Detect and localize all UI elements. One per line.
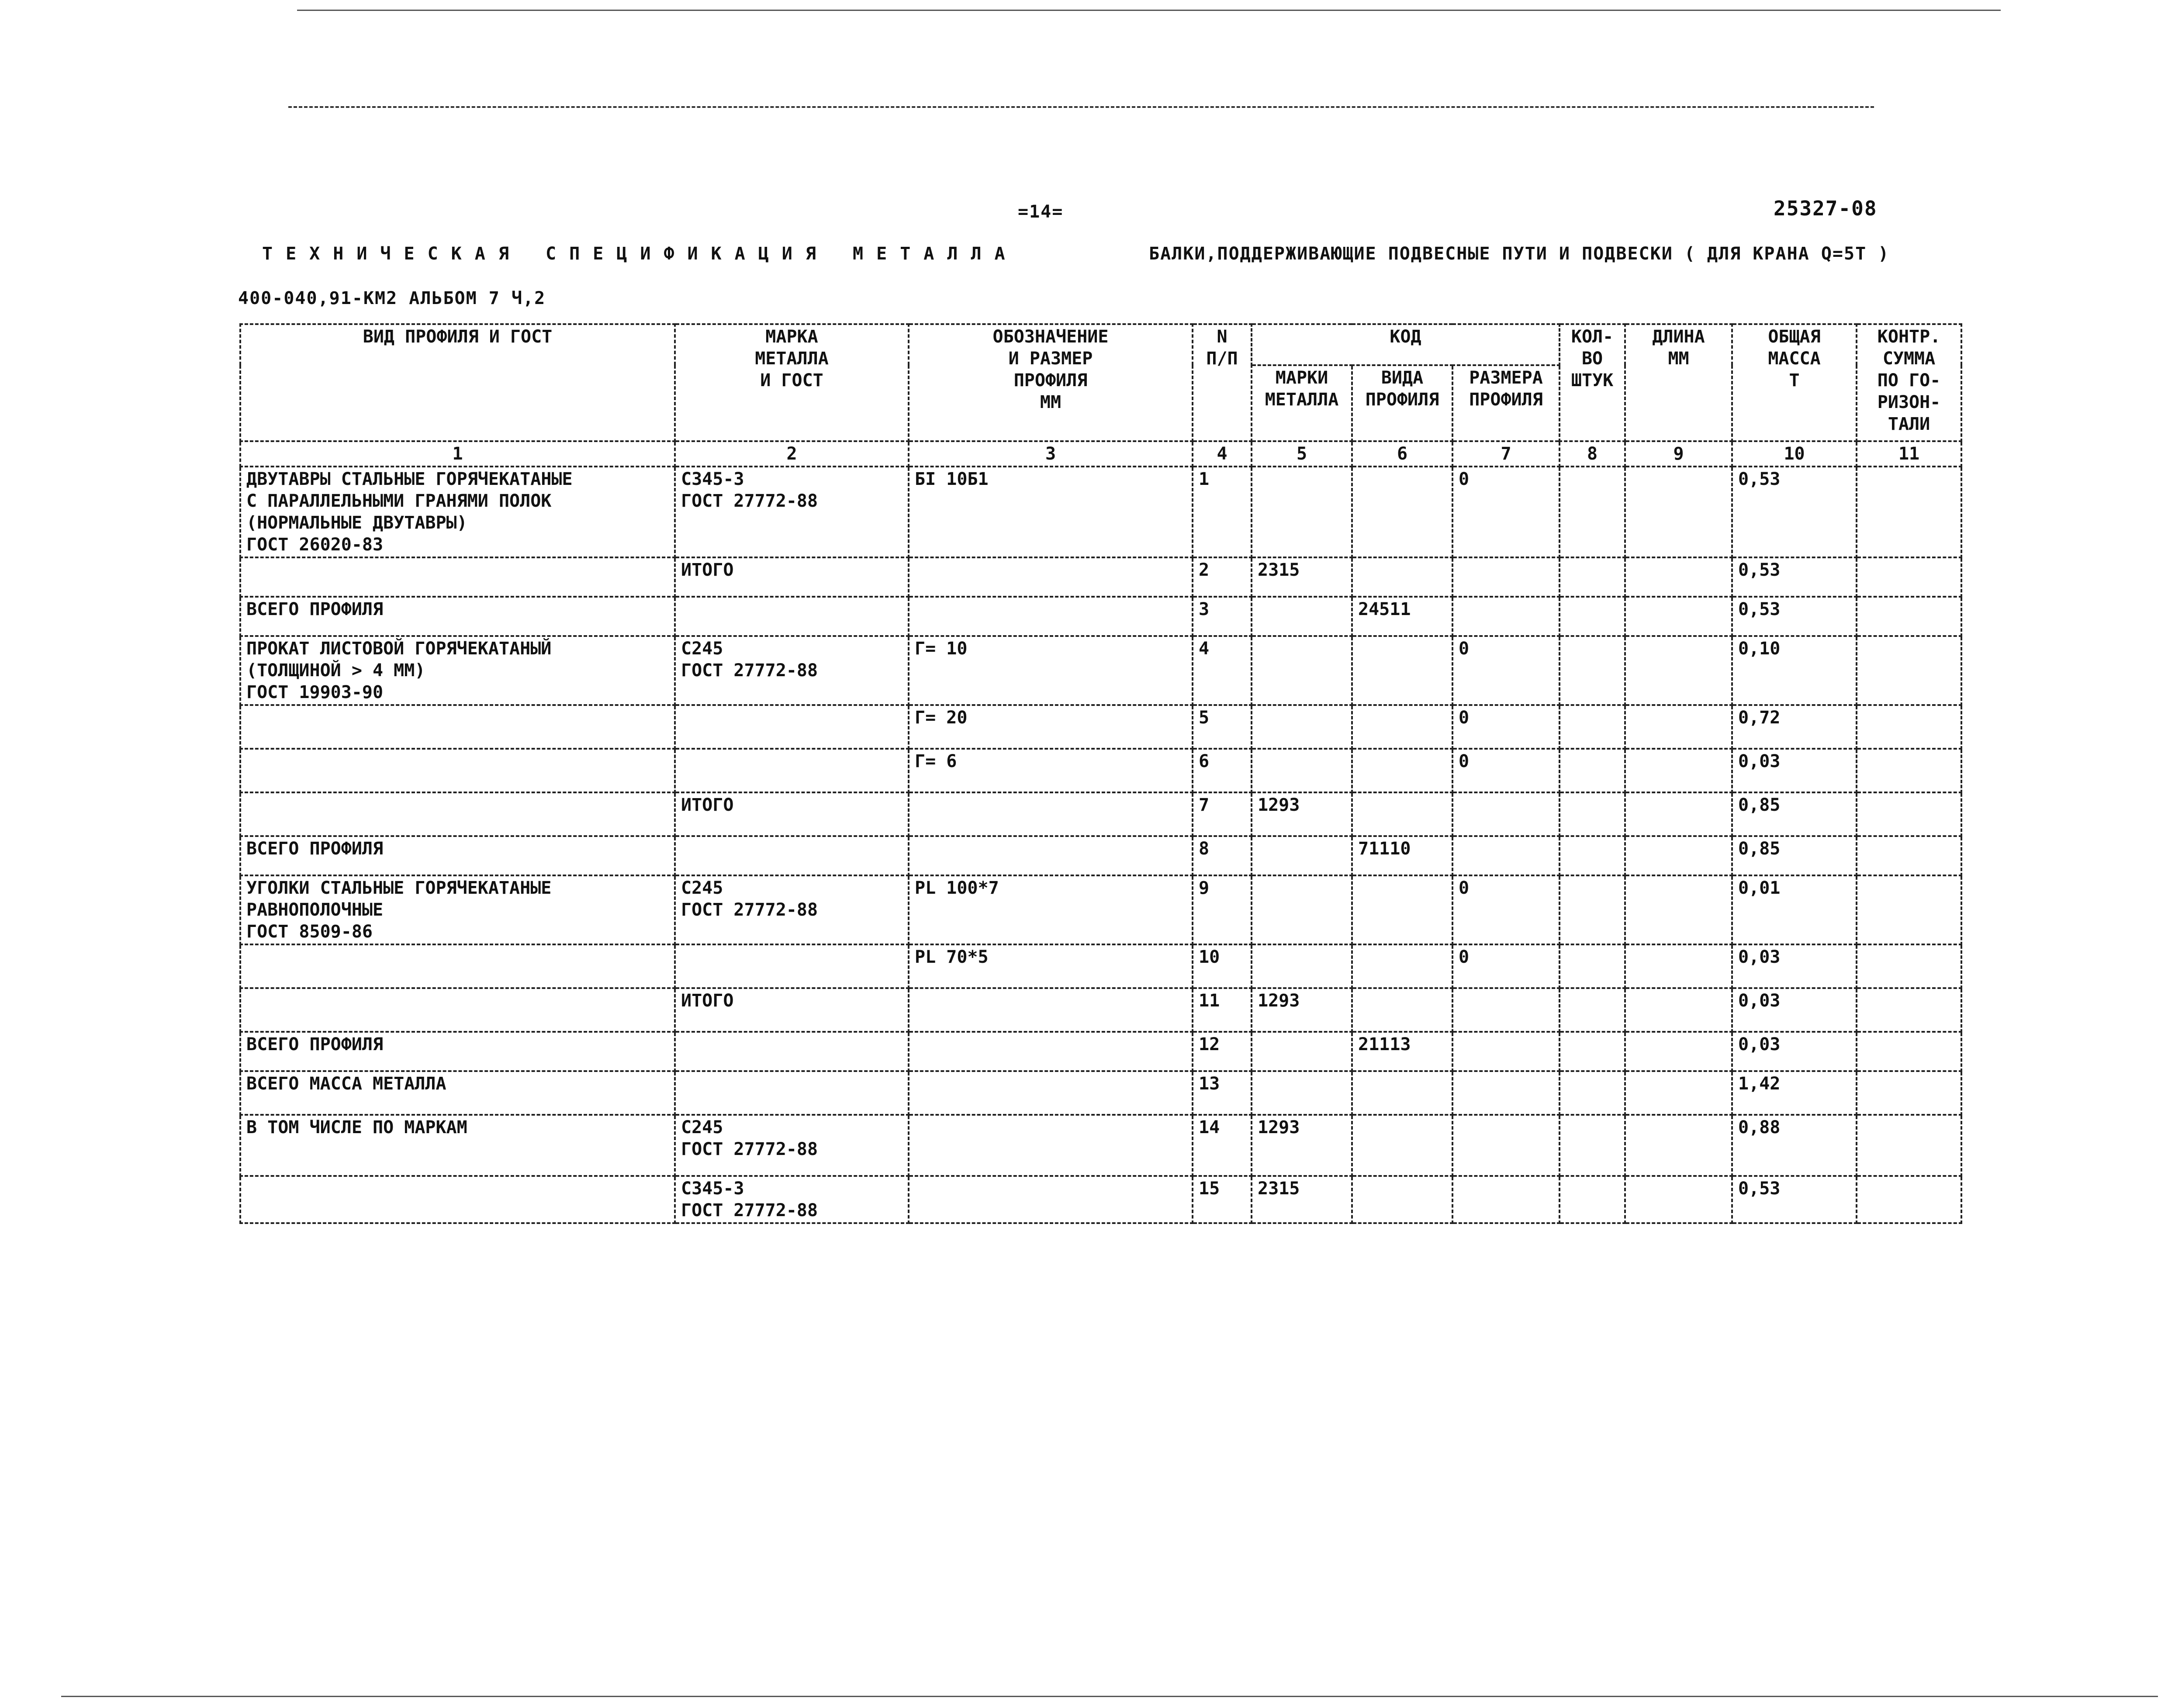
row-number-cell: 2 — [1193, 557, 1252, 597]
table-row — [240, 944, 1961, 988]
metal-grade-cell — [675, 944, 909, 988]
code-profile-type-cell — [1352, 705, 1452, 749]
page-number: =14= — [1018, 202, 1064, 222]
metal-grade-cell: С345-3 ГОСТ 27772-88 — [675, 467, 909, 557]
code-profile-type-cell — [1352, 467, 1452, 557]
row-number-cell: 13 — [1193, 1071, 1252, 1115]
code-metal-cell — [1252, 636, 1352, 705]
control-sum-cell — [1857, 636, 1961, 705]
row-number-cell: 14 — [1193, 1115, 1252, 1176]
table-row — [240, 792, 1961, 836]
scan-top-line — [297, 10, 2001, 11]
control-sum-cell — [1857, 749, 1961, 792]
metal-grade-cell: С345-3 ГОСТ 27772-88 — [675, 1176, 909, 1223]
designation-cell — [909, 836, 1193, 875]
length-cell — [1625, 792, 1732, 836]
column-number: 3 — [909, 441, 1193, 467]
column-number: 9 — [1625, 441, 1732, 467]
code-profile-type-cell — [1352, 1071, 1452, 1115]
profile-cell: ВСЕГО ПРОФИЛЯ — [240, 836, 675, 875]
total-mass-cell: 0,53 — [1732, 1176, 1857, 1223]
designation-cell — [909, 1071, 1193, 1115]
code-metal-cell — [1252, 836, 1352, 875]
header-row-number: N П/П — [1193, 324, 1252, 441]
control-sum-cell — [1857, 597, 1961, 636]
row-number-cell: 7 — [1193, 792, 1252, 836]
code-profile-type-cell: 71110 — [1352, 836, 1452, 875]
header-code-group: КОД — [1252, 324, 1559, 365]
length-cell — [1625, 705, 1732, 749]
metal-grade-cell — [675, 749, 909, 792]
total-mass-cell: 0,03 — [1732, 1032, 1857, 1071]
metal-specification-table — [239, 323, 1962, 1224]
code-metal-cell — [1252, 944, 1352, 988]
code-profile-type-cell — [1352, 749, 1452, 792]
quantity-cell — [1559, 988, 1625, 1032]
header-designation: ОБОЗНАЧЕНИЕ И РАЗМЕР ПРОФИЛЯ ММ — [909, 324, 1193, 441]
code-metal-cell — [1252, 749, 1352, 792]
designation-cell: PL 70*5 — [909, 944, 1193, 988]
profile-cell — [240, 557, 675, 597]
designation-cell: БI 10Б1 — [909, 467, 1193, 557]
quantity-cell — [1559, 467, 1625, 557]
code-profile-size-cell — [1452, 792, 1559, 836]
code-profile-type-cell — [1352, 1115, 1452, 1176]
code-profile-type-cell — [1352, 1176, 1452, 1223]
code-profile-type-cell — [1352, 988, 1452, 1032]
profile-cell: ПРОКАТ ЛИСТОВОЙ ГОРЯЧЕКАТАНЫЙ (ТОЛЩИНОЙ > 4 ММ) ГОСТ 19903-90 — [240, 636, 675, 705]
designation-cell: Г= 20 — [909, 705, 1193, 749]
designation-cell — [909, 1176, 1193, 1223]
column-number: 10 — [1732, 441, 1857, 467]
control-sum-cell — [1857, 836, 1961, 875]
column-number: 7 — [1452, 441, 1559, 467]
column-number: 6 — [1352, 441, 1452, 467]
code-metal-cell: 2315 — [1252, 1176, 1352, 1223]
profile-cell — [240, 988, 675, 1032]
code-profile-type-cell — [1352, 875, 1452, 944]
profile-cell — [240, 749, 675, 792]
profile-cell — [240, 1176, 675, 1223]
quantity-cell — [1559, 557, 1625, 597]
total-mass-cell: 0,85 — [1732, 792, 1857, 836]
length-cell — [1625, 557, 1732, 597]
metal-grade-cell — [675, 705, 909, 749]
quantity-cell — [1559, 1176, 1625, 1223]
code-metal-cell — [1252, 705, 1352, 749]
profile-cell — [240, 944, 675, 988]
table-row — [240, 836, 1961, 875]
header-length: ДЛИНА ММ — [1625, 324, 1732, 441]
code-profile-type-cell — [1352, 557, 1452, 597]
table-row — [240, 557, 1961, 597]
column-number: 8 — [1559, 441, 1625, 467]
column-number: 5 — [1252, 441, 1352, 467]
code-profile-size-cell — [1452, 1115, 1559, 1176]
album-reference: 400-040,91-КМ2 АЛЬБОМ 7 Ч,2 — [238, 288, 546, 308]
row-number-cell: 5 — [1193, 705, 1252, 749]
designation-cell: PL 100*7 — [909, 875, 1193, 944]
quantity-cell — [1559, 636, 1625, 705]
length-cell — [1625, 597, 1732, 636]
quantity-cell — [1559, 1032, 1625, 1071]
column-number: 4 — [1193, 441, 1252, 467]
row-number-cell: 6 — [1193, 749, 1252, 792]
code-profile-type-cell — [1352, 944, 1452, 988]
length-cell — [1625, 1176, 1732, 1223]
row-number-cell: 4 — [1193, 636, 1252, 705]
length-cell — [1625, 944, 1732, 988]
quantity-cell — [1559, 705, 1625, 749]
designation-cell — [909, 792, 1193, 836]
table-header — [240, 324, 1961, 467]
length-cell — [1625, 467, 1732, 557]
table-row — [240, 705, 1961, 749]
control-sum-cell — [1857, 988, 1961, 1032]
document-code: 25327-08 — [1774, 197, 1878, 220]
quantity-cell — [1559, 597, 1625, 636]
row-number-cell: 9 — [1193, 875, 1252, 944]
total-mass-cell: 0,53 — [1732, 597, 1857, 636]
row-number-cell: 10 — [1193, 944, 1252, 988]
total-mass-cell: 0,85 — [1732, 836, 1857, 875]
control-sum-cell — [1857, 1115, 1961, 1176]
designation-cell: Г= 6 — [909, 749, 1193, 792]
profile-cell: ВСЕГО МАССА МЕТАЛЛА — [240, 1071, 675, 1115]
metal-grade-cell — [675, 1032, 909, 1071]
control-sum-cell — [1857, 1176, 1961, 1223]
control-sum-cell — [1857, 875, 1961, 944]
metal-grade-cell: С245 ГОСТ 27772-88 — [675, 1115, 909, 1176]
table-row — [240, 875, 1961, 944]
row-number-cell: 11 — [1193, 988, 1252, 1032]
column-number: 1 — [240, 441, 675, 467]
length-cell — [1625, 836, 1732, 875]
quantity-cell — [1559, 792, 1625, 836]
metal-grade-cell: ИТОГО — [675, 557, 909, 597]
scan-bottom-line — [61, 1696, 2158, 1697]
length-cell — [1625, 875, 1732, 944]
control-sum-cell — [1857, 792, 1961, 836]
column-numbers-row — [240, 441, 1961, 467]
profile-cell — [240, 705, 675, 749]
length-cell — [1625, 988, 1732, 1032]
total-mass-cell: 0,88 — [1732, 1115, 1857, 1176]
code-metal-cell: 1293 — [1252, 792, 1352, 836]
designation-cell — [909, 988, 1193, 1032]
profile-cell: ВСЕГО ПРОФИЛЯ — [240, 1032, 675, 1071]
code-metal-cell: 2315 — [1252, 557, 1352, 597]
table-row — [240, 1071, 1961, 1115]
table-row — [240, 636, 1961, 705]
table-row — [240, 467, 1961, 557]
total-mass-cell: 0,53 — [1732, 557, 1857, 597]
header-total-mass: ОБЩАЯ МАССА Т — [1732, 324, 1857, 441]
total-mass-cell: 0,03 — [1732, 988, 1857, 1032]
control-sum-cell — [1857, 1032, 1961, 1071]
header-metal-grade: МАРКА МЕТАЛЛА И ГОСТ — [675, 324, 909, 441]
designation-cell — [909, 1032, 1193, 1071]
code-profile-type-cell — [1352, 792, 1452, 836]
code-profile-type-cell: 21113 — [1352, 1032, 1452, 1071]
total-mass-cell: 0,72 — [1732, 705, 1857, 749]
metal-grade-cell: С245 ГОСТ 27772-88 — [675, 636, 909, 705]
code-profile-size-cell — [1452, 1176, 1559, 1223]
table-body — [240, 467, 1961, 1223]
header-profile-type: ВИД ПРОФИЛЯ И ГОСТ — [240, 324, 675, 441]
row-number-cell: 15 — [1193, 1176, 1252, 1223]
total-mass-cell: 0,10 — [1732, 636, 1857, 705]
code-metal-cell: 1293 — [1252, 1115, 1352, 1176]
code-metal-cell — [1252, 875, 1352, 944]
metal-grade-cell — [675, 1071, 909, 1115]
control-sum-cell — [1857, 557, 1961, 597]
designation-cell — [909, 1115, 1193, 1176]
total-mass-cell: 0,01 — [1732, 875, 1857, 944]
control-sum-cell — [1857, 705, 1961, 749]
code-profile-size-cell: 0 — [1452, 467, 1559, 557]
header-quantity: КОЛ- ВО ШТУК — [1559, 324, 1625, 441]
total-mass-cell: 0,53 — [1732, 467, 1857, 557]
table-row — [240, 1115, 1961, 1176]
header-control-sum: КОНТР. СУММА ПО ГО- РИЗОН- ТАЛИ — [1857, 324, 1961, 441]
code-profile-size-cell — [1452, 1032, 1559, 1071]
code-profile-size-cell — [1452, 988, 1559, 1032]
code-profile-size-cell — [1452, 557, 1559, 597]
profile-cell: ДВУТАВРЫ СТАЛЬНЫЕ ГОРЯЧЕКАТАНЫЕ С ПАРАЛЛЕЛЬНЫМИ ГРАНЯМИ ПОЛОК (НОРМАЛЬНЫЕ ДВУТАВРЫ) ГОСТ 26020-83 — [240, 467, 675, 557]
length-cell — [1625, 1115, 1732, 1176]
column-number: 11 — [1857, 441, 1961, 467]
row-number-cell: 8 — [1193, 836, 1252, 875]
code-profile-size-cell: 0 — [1452, 749, 1559, 792]
code-profile-size-cell: 0 — [1452, 944, 1559, 988]
metal-grade-cell: ИТОГО — [675, 988, 909, 1032]
length-cell — [1625, 1032, 1732, 1071]
control-sum-cell — [1857, 467, 1961, 557]
code-profile-size-cell — [1452, 1071, 1559, 1115]
code-metal-cell — [1252, 1071, 1352, 1115]
page-title: ТЕХНИЧЕСКАЯ СПЕЦИФИКАЦИЯ МЕТАЛЛА — [262, 244, 1018, 264]
quantity-cell — [1559, 1071, 1625, 1115]
quantity-cell — [1559, 1115, 1625, 1176]
table-row — [240, 988, 1961, 1032]
code-profile-type-cell — [1352, 636, 1452, 705]
code-metal-cell — [1252, 597, 1352, 636]
code-metal-cell — [1252, 467, 1352, 557]
length-cell — [1625, 1071, 1732, 1115]
column-number: 2 — [675, 441, 909, 467]
metal-grade-cell: С245 ГОСТ 27772-88 — [675, 875, 909, 944]
header-code-profile-type: ВИДА ПРОФИЛЯ — [1352, 365, 1452, 441]
control-sum-cell — [1857, 1071, 1961, 1115]
row-number-cell: 1 — [1193, 467, 1252, 557]
total-mass-cell: 1,42 — [1732, 1071, 1857, 1115]
profile-cell: УГОЛКИ СТАЛЬНЫЕ ГОРЯЧЕКАТАНЫЕ РАВНОПОЛОЧНЫЕ ГОСТ 8509-86 — [240, 875, 675, 944]
page-subtitle: БАЛКИ,ПОДДЕРЖИВАЮЩИЕ ПОДВЕСНЫЕ ПУТИ И ПОДВЕСКИ ( ДЛЯ КРАНА Q=5T ) — [1149, 244, 1890, 264]
header-code-metal: МАРКИ МЕТАЛЛА — [1252, 365, 1352, 441]
designation-cell: Г= 10 — [909, 636, 1193, 705]
code-metal-cell — [1252, 1032, 1352, 1071]
profile-cell: В ТОМ ЧИСЛЕ ПО МАРКАМ — [240, 1115, 675, 1176]
metal-grade-cell: ИТОГО — [675, 792, 909, 836]
code-profile-size-cell — [1452, 836, 1559, 875]
quantity-cell — [1559, 875, 1625, 944]
code-profile-type-cell: 24511 — [1352, 597, 1452, 636]
code-profile-size-cell — [1452, 597, 1559, 636]
length-cell — [1625, 749, 1732, 792]
row-number-cell: 3 — [1193, 597, 1252, 636]
designation-cell — [909, 597, 1193, 636]
code-profile-size-cell: 0 — [1452, 636, 1559, 705]
designation-cell — [909, 557, 1193, 597]
profile-cell: ВСЕГО ПРОФИЛЯ — [240, 597, 675, 636]
scan-line-2 — [288, 106, 1874, 108]
table-row — [240, 597, 1961, 636]
metal-grade-cell — [675, 597, 909, 636]
total-mass-cell: 0,03 — [1732, 749, 1857, 792]
metal-grade-cell — [675, 836, 909, 875]
table-row — [240, 1032, 1961, 1071]
header-code-profile-size: РАЗМЕРА ПРОФИЛЯ — [1452, 365, 1559, 441]
quantity-cell — [1559, 944, 1625, 988]
control-sum-cell — [1857, 944, 1961, 988]
length-cell — [1625, 636, 1732, 705]
quantity-cell — [1559, 836, 1625, 875]
quantity-cell — [1559, 749, 1625, 792]
profile-cell — [240, 792, 675, 836]
row-number-cell: 12 — [1193, 1032, 1252, 1071]
table-row — [240, 1176, 1961, 1223]
code-metal-cell: 1293 — [1252, 988, 1352, 1032]
code-profile-size-cell: 0 — [1452, 875, 1559, 944]
total-mass-cell: 0,03 — [1732, 944, 1857, 988]
table-row — [240, 749, 1961, 792]
code-profile-size-cell: 0 — [1452, 705, 1559, 749]
